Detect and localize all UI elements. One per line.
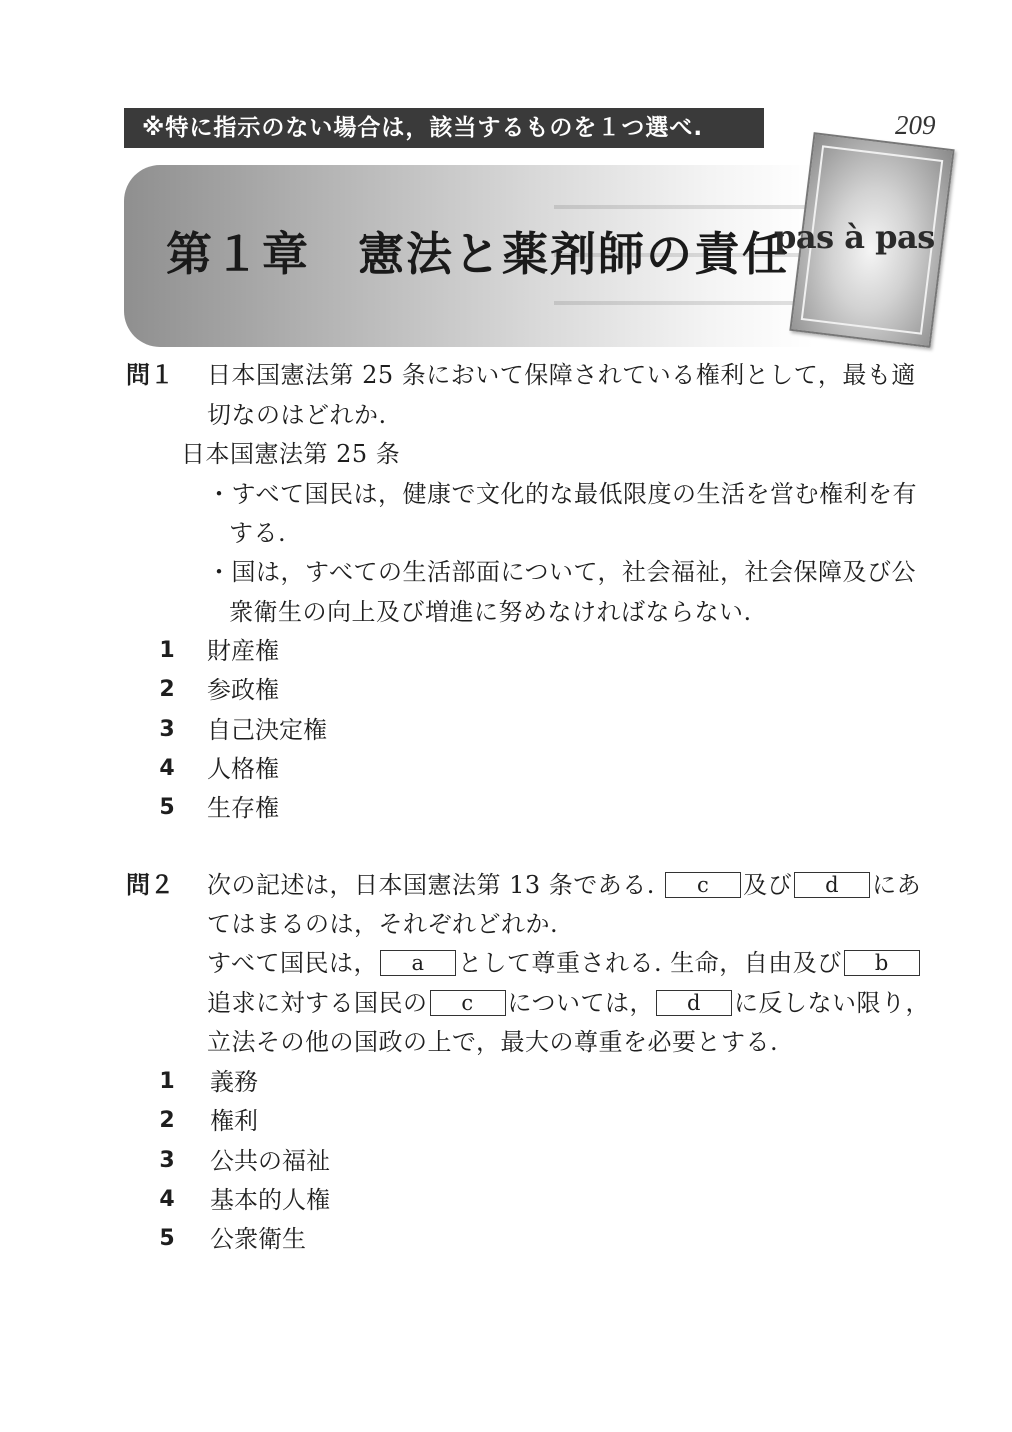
text-span: 及び — [743, 871, 793, 899]
statute-line: 立法その他の国政の上で，最大の尊重を必要とする. — [207, 1028, 779, 1056]
page-number: 209 — [895, 110, 936, 140]
option-text: 公衆衛生 — [210, 1225, 306, 1253]
logo-text: pas à pas — [774, 218, 935, 256]
blank-d: d — [656, 990, 732, 1016]
question-1-text: 日本国憲法第 25 条において保障されている権利として，最も適 — [207, 361, 916, 389]
text-span: に反しない限り， — [734, 989, 931, 1017]
statute-line — [207, 986, 930, 1020]
text-span: として尊重される. 生命，自由及び — [458, 949, 842, 977]
quote-line: ・すべて国民は，健康で文化的な最低限度の生活を営む権利を有 — [207, 480, 918, 508]
blank-a: a — [380, 950, 456, 976]
option-text: 義務 — [210, 1068, 258, 1096]
blank-b: b — [844, 950, 920, 976]
option-number: 5 — [159, 1226, 175, 1251]
quote-line: する. — [229, 519, 287, 547]
question-2-label: 問２ — [126, 871, 174, 899]
text-span: すべて国民は， — [207, 949, 379, 977]
option-text: 自己決定権 — [207, 716, 327, 744]
text-span: 次の記述は，日本国憲法第 13 条である. — [207, 871, 655, 899]
text-span: 追求に対する国民の — [207, 989, 428, 1017]
blank-d: d — [794, 872, 870, 898]
blank-c: c — [430, 990, 506, 1016]
blank-c: c — [665, 872, 741, 898]
quote-line: 衆衛生の向上及び増進に努めなければならない. — [229, 598, 752, 626]
question-1-label: 問１ — [126, 361, 174, 389]
quote-line: ・国は，すべての生活部面について，社会福祉，社会保障及び公 — [207, 558, 917, 586]
option-text: 人格権 — [207, 755, 279, 783]
quote-title: 日本国憲法第 25 条 — [181, 440, 401, 468]
option-number: 5 — [159, 795, 175, 820]
text-span: にあ — [872, 871, 922, 899]
option-number: 2 — [159, 1108, 175, 1133]
option-text: 基本的人権 — [210, 1186, 330, 1214]
option-text: 参政権 — [207, 676, 279, 704]
option-number: 2 — [159, 677, 175, 702]
instruction-bar: ※特に指示のない場合は，該当するものを１つ選べ. — [124, 108, 764, 148]
option-number: 3 — [159, 717, 175, 742]
option-number: 4 — [159, 1187, 175, 1212]
option-text: 権利 — [210, 1107, 258, 1135]
option-number: 3 — [159, 1148, 175, 1173]
option-text: 生存権 — [207, 794, 279, 822]
statute-line — [207, 946, 922, 980]
option-number: 1 — [159, 1069, 175, 1094]
option-text: 財産権 — [207, 637, 279, 665]
option-number: 1 — [159, 638, 175, 663]
text-span: については， — [507, 989, 655, 1017]
question-2-text — [207, 868, 921, 902]
question-1-text: 切なのはどれか. — [207, 401, 387, 429]
question-2-text: てはまるのは，それぞれどれか. — [207, 910, 559, 938]
chapter-title: 第１章 憲法と薬剤師の責任 — [166, 227, 790, 281]
option-number: 4 — [159, 756, 175, 781]
option-text: 公共の福祉 — [210, 1147, 330, 1175]
